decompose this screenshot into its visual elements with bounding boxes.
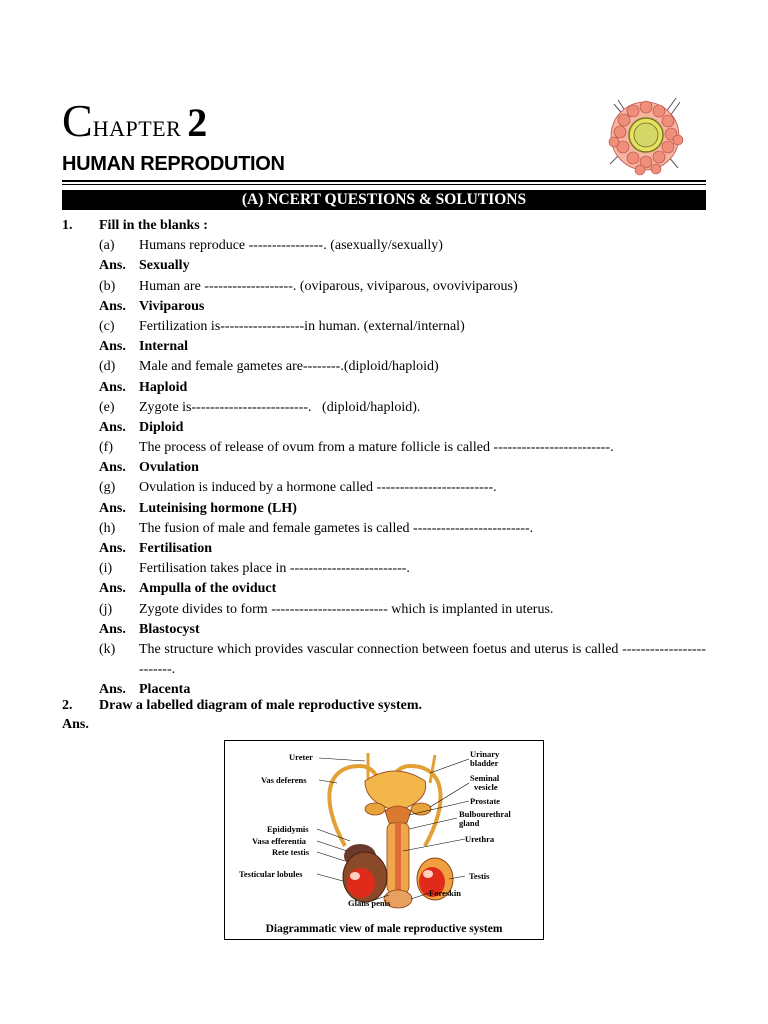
blank-item xyxy=(62,478,706,498)
chapter-initial: C xyxy=(62,95,93,146)
answer-text: Ampulla of the oviduct xyxy=(139,581,277,597)
answer-label: Ans. xyxy=(99,379,126,395)
section-heading: (A) NCERT QUESTIONS & SOLUTIONS xyxy=(62,190,706,210)
answer-row xyxy=(62,579,706,599)
answer-label: Ans. xyxy=(99,500,126,516)
blank-item xyxy=(62,398,706,418)
answer-text: Luteinising hormone (LH) xyxy=(139,500,297,516)
blank-item xyxy=(62,559,706,579)
label-testicular-lobules: Testicular lobules xyxy=(239,869,303,879)
answer-row xyxy=(62,297,706,317)
item-text: Fertilisation takes place in -------------------------. xyxy=(139,561,410,577)
answer-row xyxy=(62,418,706,438)
item-text: The structure which provides vascular connection between foetus and uterus is called -------------------------. xyxy=(139,641,706,678)
item-text: The process of release of ovum from a mature follicle is called -------------------------. xyxy=(139,440,614,456)
label-seminal-line2: vesicle xyxy=(474,782,498,792)
label-urethra: Urethra xyxy=(465,834,495,844)
answer-text: Haploid xyxy=(139,379,188,395)
item-label: (h) xyxy=(99,520,116,536)
question-text: Fill in the blanks : xyxy=(99,218,208,233)
label-prostate: Prostate xyxy=(470,796,501,806)
item-label: (j) xyxy=(99,601,113,617)
label-seminal-vesicle xyxy=(470,774,499,792)
answer-text: Diploid xyxy=(139,419,184,435)
label-testis: Testis xyxy=(469,871,490,881)
male-reproductive-diagram xyxy=(224,740,544,940)
answer-label: Ans. xyxy=(99,581,126,597)
question-1-block xyxy=(62,216,706,701)
blank-item xyxy=(62,640,706,680)
answer-row xyxy=(62,337,706,357)
answer-row xyxy=(62,458,706,478)
item-label: (e) xyxy=(99,399,115,415)
item-label: (a) xyxy=(99,238,115,254)
answer-row xyxy=(62,499,706,519)
item-text: Male and female gametes are--------.(diploid/haploid) xyxy=(139,359,439,375)
blank-item xyxy=(62,438,706,458)
question-text: Draw a labelled diagram of male reproductive system. xyxy=(99,698,422,713)
blank-item xyxy=(62,236,706,256)
item-text: Ovulation is induced by a hormone called -------------------------. xyxy=(139,480,497,496)
item-text: The fusion of male and female gametes is called -------------------------. xyxy=(139,520,534,536)
answer-text: Sexually xyxy=(139,258,190,274)
answer-label: Ans. xyxy=(99,339,126,355)
blank-item xyxy=(62,519,706,539)
answer-text: Blastocyst xyxy=(139,621,200,637)
label-urinary-line1: Urinary xyxy=(470,749,500,759)
answer-text: Placenta xyxy=(139,682,191,698)
item-label: (c) xyxy=(99,318,115,334)
answer-text: Fertilisation xyxy=(139,541,213,556)
item-text: Zygote is-------------------------. (diploid/haploid). xyxy=(139,399,421,415)
answer-label: Ans. xyxy=(99,419,126,435)
label-foreskin: Foreskin xyxy=(429,888,461,898)
answer-label: Ans. xyxy=(99,258,126,274)
header-rule-thick xyxy=(62,180,706,182)
chapter-heading xyxy=(62,95,208,146)
label-bulbourethral-gland xyxy=(459,810,511,828)
answer-label: Ans. xyxy=(99,541,126,556)
item-label: (i) xyxy=(99,561,113,577)
label-glans-penis: Glans penis xyxy=(348,898,391,908)
answer-label: Ans. xyxy=(99,621,126,637)
label-bulbo-line1: Bulbourethral xyxy=(459,809,511,819)
label-vasa-efferentia: Vasa efferentia xyxy=(252,836,307,846)
label-urinary-line2: bladder xyxy=(470,758,499,768)
blank-item xyxy=(62,277,706,297)
chapter-title: HUMAN REPRODUTION xyxy=(62,153,285,175)
question-number: 1. xyxy=(62,218,73,233)
blank-item xyxy=(62,317,706,337)
answer-label: Ans. xyxy=(99,298,126,314)
label-ureter: Ureter xyxy=(289,752,313,762)
item-text: Zygote divides to form ------------------------- which is implanted in uterus. xyxy=(139,601,554,617)
ovum-cell-illustration xyxy=(600,92,690,178)
label-rete-testis: Rete testis xyxy=(272,847,310,857)
item-label: (b) xyxy=(99,278,116,294)
label-vas-deferens: Vas deferens xyxy=(261,775,307,785)
answer-label: Ans. xyxy=(62,717,89,732)
chapter-number: 2 xyxy=(187,100,208,145)
question-number: 2. xyxy=(62,698,73,713)
blank-item xyxy=(62,357,706,377)
label-epididymis: Epididymis xyxy=(267,824,309,834)
blank-item xyxy=(62,600,706,620)
answer-row xyxy=(62,620,706,640)
item-text: Humans reproduce ----------------. (asexually/sexually) xyxy=(139,238,443,254)
figure-caption: Diagrammatic view of male reproductive system xyxy=(265,923,503,935)
label-seminal-line1: Seminal xyxy=(470,773,500,783)
item-text: Fertilization is------------------in human. (external/internal) xyxy=(139,318,465,334)
label-bulbo-line2: gland xyxy=(459,818,480,828)
item-label: (g) xyxy=(99,480,116,496)
answer-row xyxy=(62,539,706,559)
answer-label: Ans. xyxy=(99,460,126,476)
answer-text: Viviparous xyxy=(139,298,205,314)
label-urinary-bladder xyxy=(470,750,499,768)
answer-label: Ans. xyxy=(99,682,126,698)
item-text: Human are -------------------. (oviparous, viviparous, ovoviviparous) xyxy=(139,278,518,294)
question-2 xyxy=(62,698,706,718)
chapter-word: HAPTER xyxy=(92,116,182,141)
answer-text: Ovulation xyxy=(139,460,199,476)
item-label: (d) xyxy=(99,359,116,375)
item-label: (f) xyxy=(99,440,113,456)
item-label: (k) xyxy=(99,641,116,657)
answer-row xyxy=(62,378,706,398)
answer-row xyxy=(62,256,706,276)
answer-text: Internal xyxy=(139,339,188,355)
header-rule-thin xyxy=(62,184,706,185)
question-1 xyxy=(62,216,706,236)
